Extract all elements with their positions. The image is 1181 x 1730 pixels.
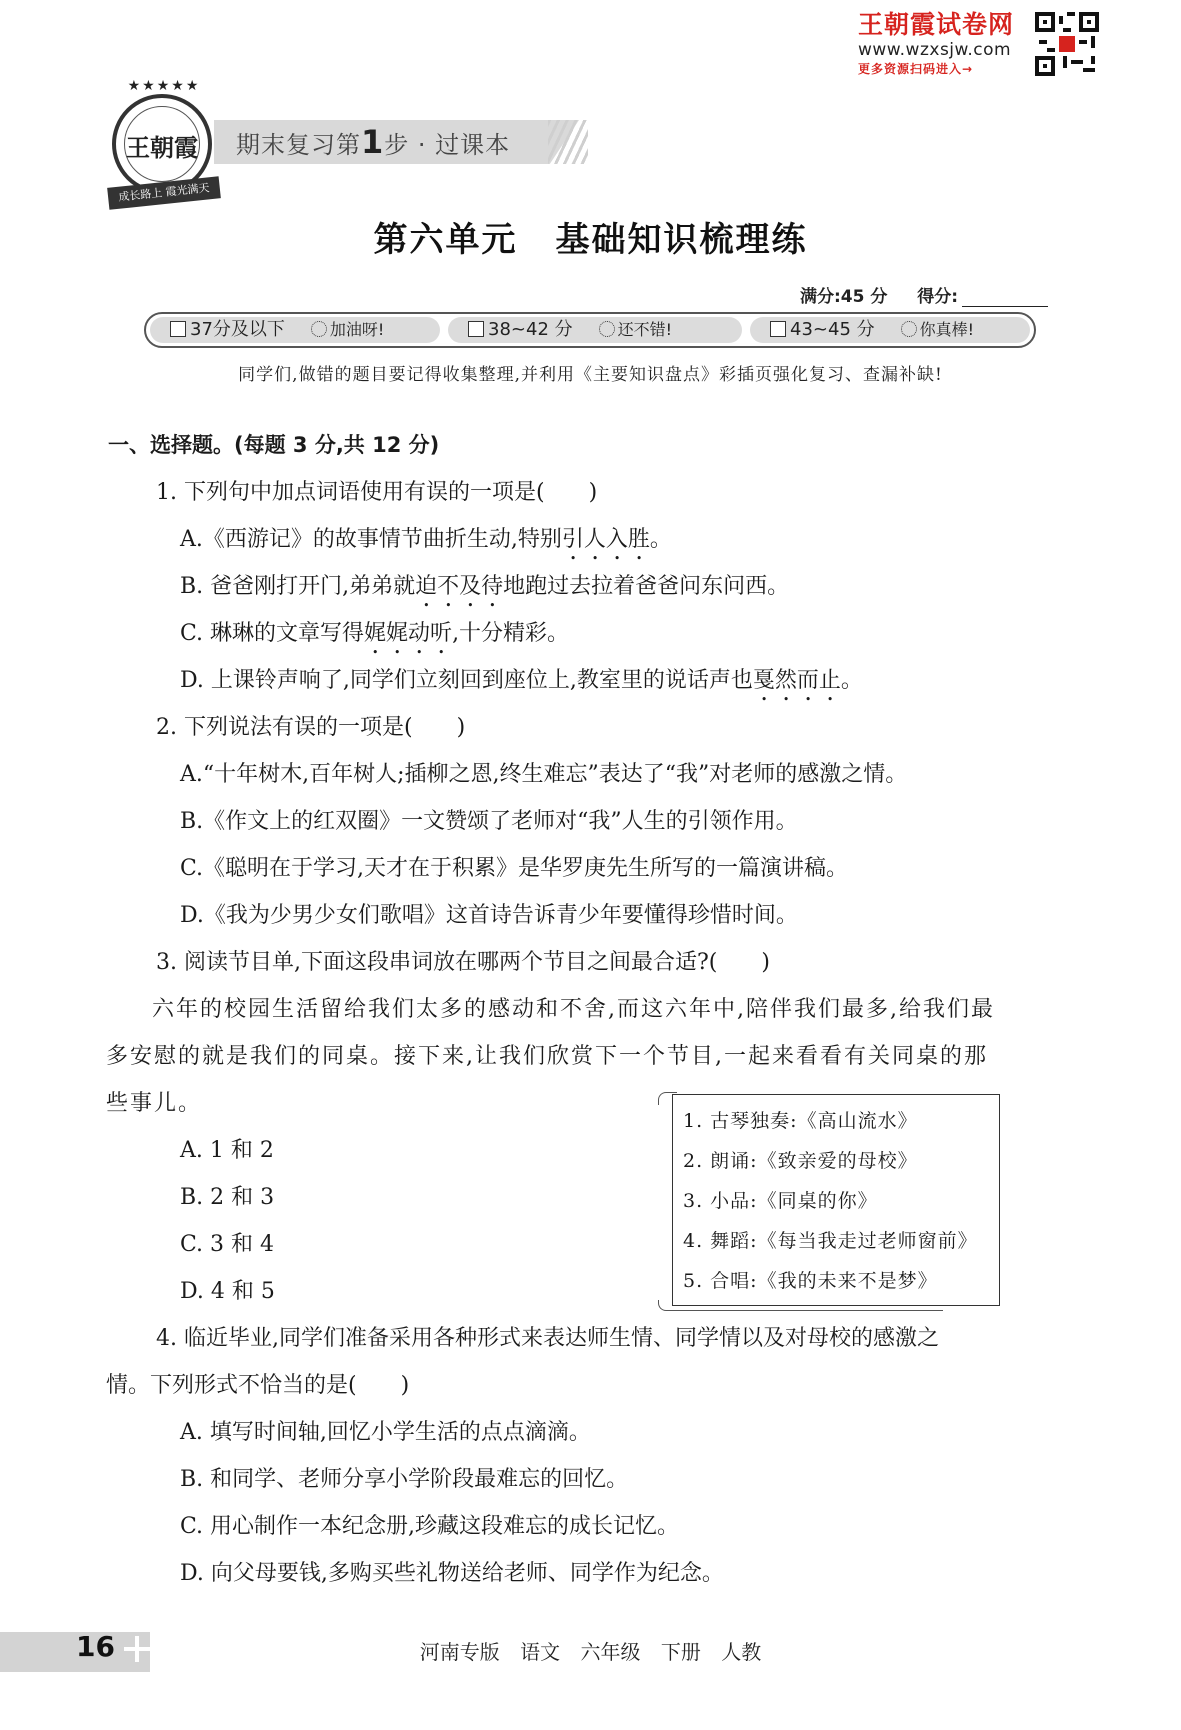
smiley-icon xyxy=(901,321,917,337)
q3-option-c[interactable]: C. 3 和 4 xyxy=(180,1232,275,1257)
brand-url[interactable]: www.wzxsjw.com xyxy=(858,40,1012,60)
grade-option-3[interactable]: 43~45 分 你真棒! xyxy=(750,317,1030,343)
brand-block xyxy=(858,10,1033,78)
program-item: 2. 朗诵:《致亲爱的母校》 xyxy=(683,1150,918,1172)
footer-edition: 河南专版 语文 六年级 下册 人教 xyxy=(419,1640,762,1664)
review-note: 同学们,做错的题目要记得收集整理,并利用《主要知识盘点》彩插页强化复习、查漏补缺! xyxy=(238,365,943,385)
q4-option-d[interactable]: D. 向父母要钱,多购买些礼物送给老师、同学作为纪念。 xyxy=(180,1561,724,1586)
smiley-icon xyxy=(599,321,615,337)
program-item: 5. 合唱:《我的未来不是梦》 xyxy=(683,1270,938,1292)
checkbox-icon[interactable] xyxy=(468,321,484,337)
q2-option-a[interactable]: A.“十年树木,百年树人;插柳之恩,终生难忘”表达了“我”对老师的感激之情。 xyxy=(180,762,908,787)
q2-option-b[interactable]: B.《作文上的红双圈》一文赞颂了老师对“我”人生的引领作用。 xyxy=(180,809,798,834)
qr-code-icon[interactable] xyxy=(1035,12,1099,76)
grade-option-1[interactable]: 37分及以下 加油呀! xyxy=(150,317,440,343)
page-number: 16 xyxy=(76,1630,115,1663)
checkbox-icon[interactable] xyxy=(170,321,186,337)
program-item: 1. 古琴独奏:《高山流水》 xyxy=(683,1110,918,1132)
score-line xyxy=(800,282,1048,307)
q3-option-d[interactable]: D. 4 和 5 xyxy=(180,1279,275,1304)
grade-option-2[interactable]: 38~42 分 还不错! xyxy=(448,317,742,343)
q1-option-d[interactable]: D. 上课铃声响了,同学们立刻回到座位上,教室里的说话声也戛然而止。 xyxy=(180,668,863,693)
logo-ribbon: 成长路上 霞光满天 xyxy=(107,176,221,210)
brand-tip: 更多资源扫码进入→ xyxy=(858,62,974,76)
wangzhaoxia-logo xyxy=(108,78,220,210)
section-heading: 一、选择题。(每题 3 分,共 12 分) xyxy=(108,433,440,457)
q3-passage-line-1: 六年的校园生活留给我们太多的感动和不舍,而这六年中,陪伴我们最多,给我们最 xyxy=(152,997,995,1022)
q2-option-d[interactable]: D.《我为少男少女们歌唱》这首诗告诉青少年要懂得珍惜时间。 xyxy=(180,903,798,928)
program-item: 4. 舞蹈:《每当我走过老师窗前》 xyxy=(683,1230,978,1252)
star-icons: ★★★★★ xyxy=(127,78,201,94)
q1-option-b[interactable]: B. 爸爸刚打开门,弟弟就迫不及待地跑过去拉着爸爸问东问西。 xyxy=(180,574,790,599)
program-item: 3. 小品:《同桌的你》 xyxy=(683,1190,878,1212)
q3-option-a[interactable]: A. 1 和 2 xyxy=(180,1138,274,1163)
full-score: 满分:45 分 xyxy=(800,287,888,307)
logo-text: 王朝霞 xyxy=(126,133,198,162)
q2-option-c[interactable]: C.《聪明在于学习,天才在于积累》是华罗庚先生所写的一篇演讲稿。 xyxy=(180,856,849,881)
question-2-stem: 2. 下列说法有误的一项是( ) xyxy=(156,715,466,740)
q3-passage-line-3: 些事儿。 xyxy=(106,1091,203,1116)
q4-option-a[interactable]: A. 填写时间轴,回忆小学生活的点点滴滴。 xyxy=(180,1420,591,1445)
question-4-stem: 4. 临近毕业,同学们准备采用各种形式来表达师生情、同学情以及对母校的感激之 xyxy=(156,1326,939,1351)
score-label: 得分: xyxy=(917,287,959,307)
grade-bar xyxy=(144,312,1036,348)
q4-option-c[interactable]: C. 用心制作一本纪念册,珍藏这段难忘的成长记忆。 xyxy=(180,1514,680,1539)
q1-option-c[interactable]: C. 琳琳的文章写得娓娓动听,十分精彩。 xyxy=(180,621,570,646)
score-field[interactable] xyxy=(962,306,1048,307)
smiley-icon xyxy=(311,321,327,337)
question-4-stem-cont: 情。下列形式不恰当的是( ) xyxy=(106,1373,410,1398)
page-title: 第六单元 基础知识梳理练 xyxy=(373,220,808,260)
question-3-stem: 3. 阅读节目单,下面这段串词放在哪两个节目之间最合适?( ) xyxy=(156,950,770,975)
program-list xyxy=(672,1094,1000,1306)
q3-passage-line-2: 多安慰的就是我们的同桌。接下来,让我们欣赏下一个节目,一起来看看有关同桌的那 xyxy=(106,1044,988,1069)
brand-name: 王朝霞试卷网 xyxy=(858,10,1015,39)
q3-option-b[interactable]: B. 2 和 3 xyxy=(180,1185,275,1210)
checkbox-icon[interactable] xyxy=(770,321,786,337)
banner-stripes xyxy=(548,120,588,164)
step-banner-text: 期末复习第1步 · 过课本 xyxy=(236,123,511,161)
q1-option-a[interactable]: A.《西游记》的故事情节曲折生动,特别引人入胜。 xyxy=(180,527,672,552)
question-1-stem: 1. 下列句中加点词语使用有误的一项是( ) xyxy=(156,480,598,505)
q4-option-b[interactable]: B. 和同学、老师分享小学阶段最难忘的回忆。 xyxy=(180,1467,629,1492)
